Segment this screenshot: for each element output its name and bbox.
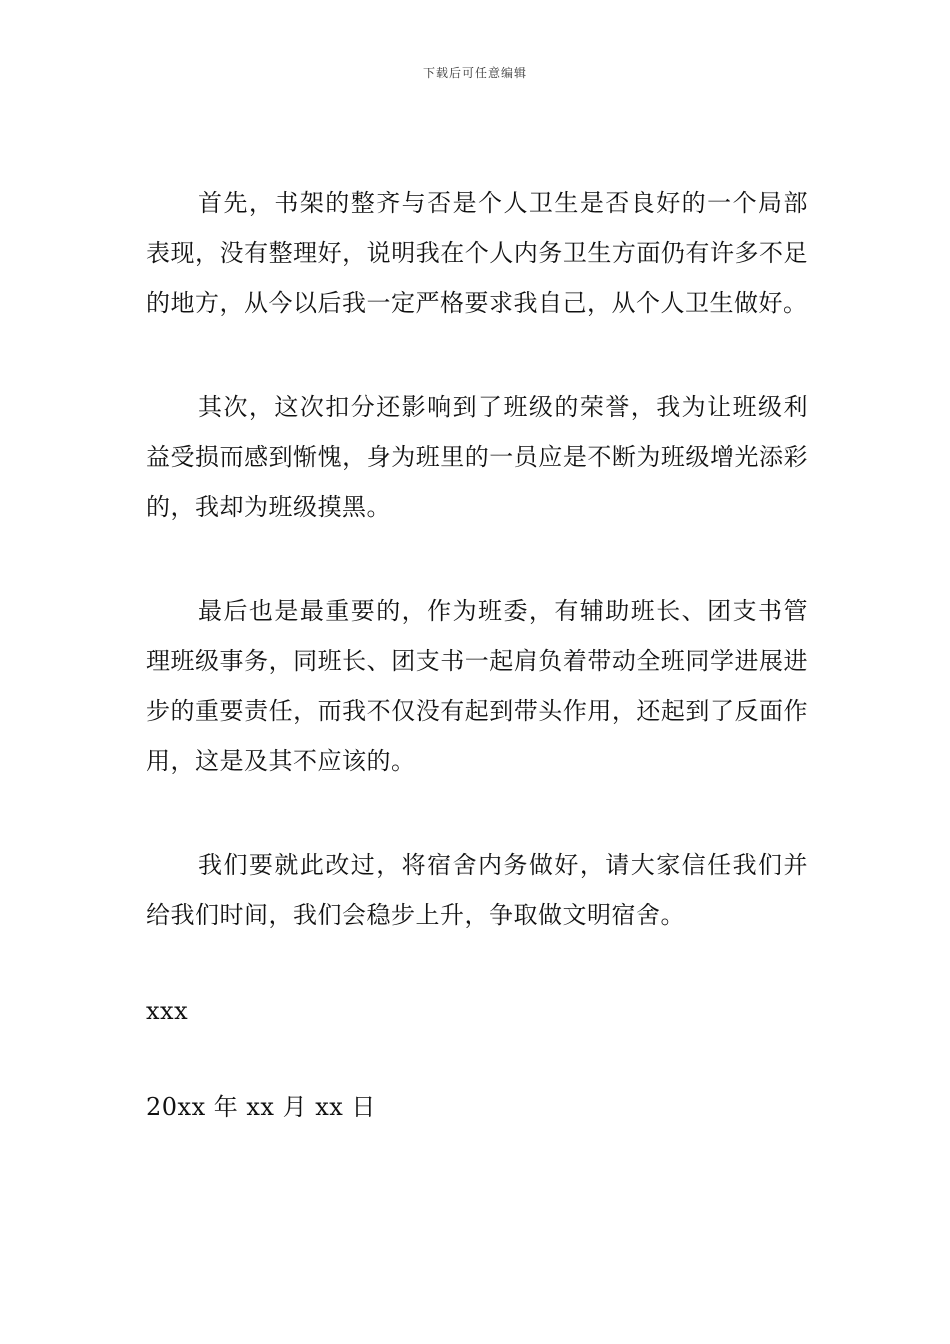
signature-name: xxx	[146, 997, 189, 1025]
paragraph-2: 其次，这次扣分还影响到了班级的荣誉，我为让班级利益受损而感到惭愧，身为班里的一员应是不断为班级增光添彩的，我却为班级摸黑。	[146, 393, 808, 521]
paragraph-4: 我们要就此改过，将宿舍内务做好，请大家信任我们并给我们时间，我们会稳步上升，争取做文明宿舍。	[146, 851, 808, 929]
page-header-note: 下载后可任意编辑	[422, 66, 527, 80]
signature-date: 20xx 年 xx 月 xx 日	[146, 1093, 376, 1121]
document-body	[146, 178, 808, 1178]
paragraph-3: 最后也是最重要的，作为班委，有辅助班长、团支书管理班级事务，同班长、团支书一起肩负着带动全班同学进展进步的重要责任，而我不仅没有起到带头作用，还起到了反面作用，这是及其不应该的。	[146, 597, 808, 775]
paragraph-1: 首先，书架的整齐与否是个人卫生是否良好的一个局部表现，没有整理好，说明我在个人内务卫生方面仍有许多不足的地方，从今以后我一定严格要求我自己，从个人卫生做好。	[146, 189, 808, 317]
